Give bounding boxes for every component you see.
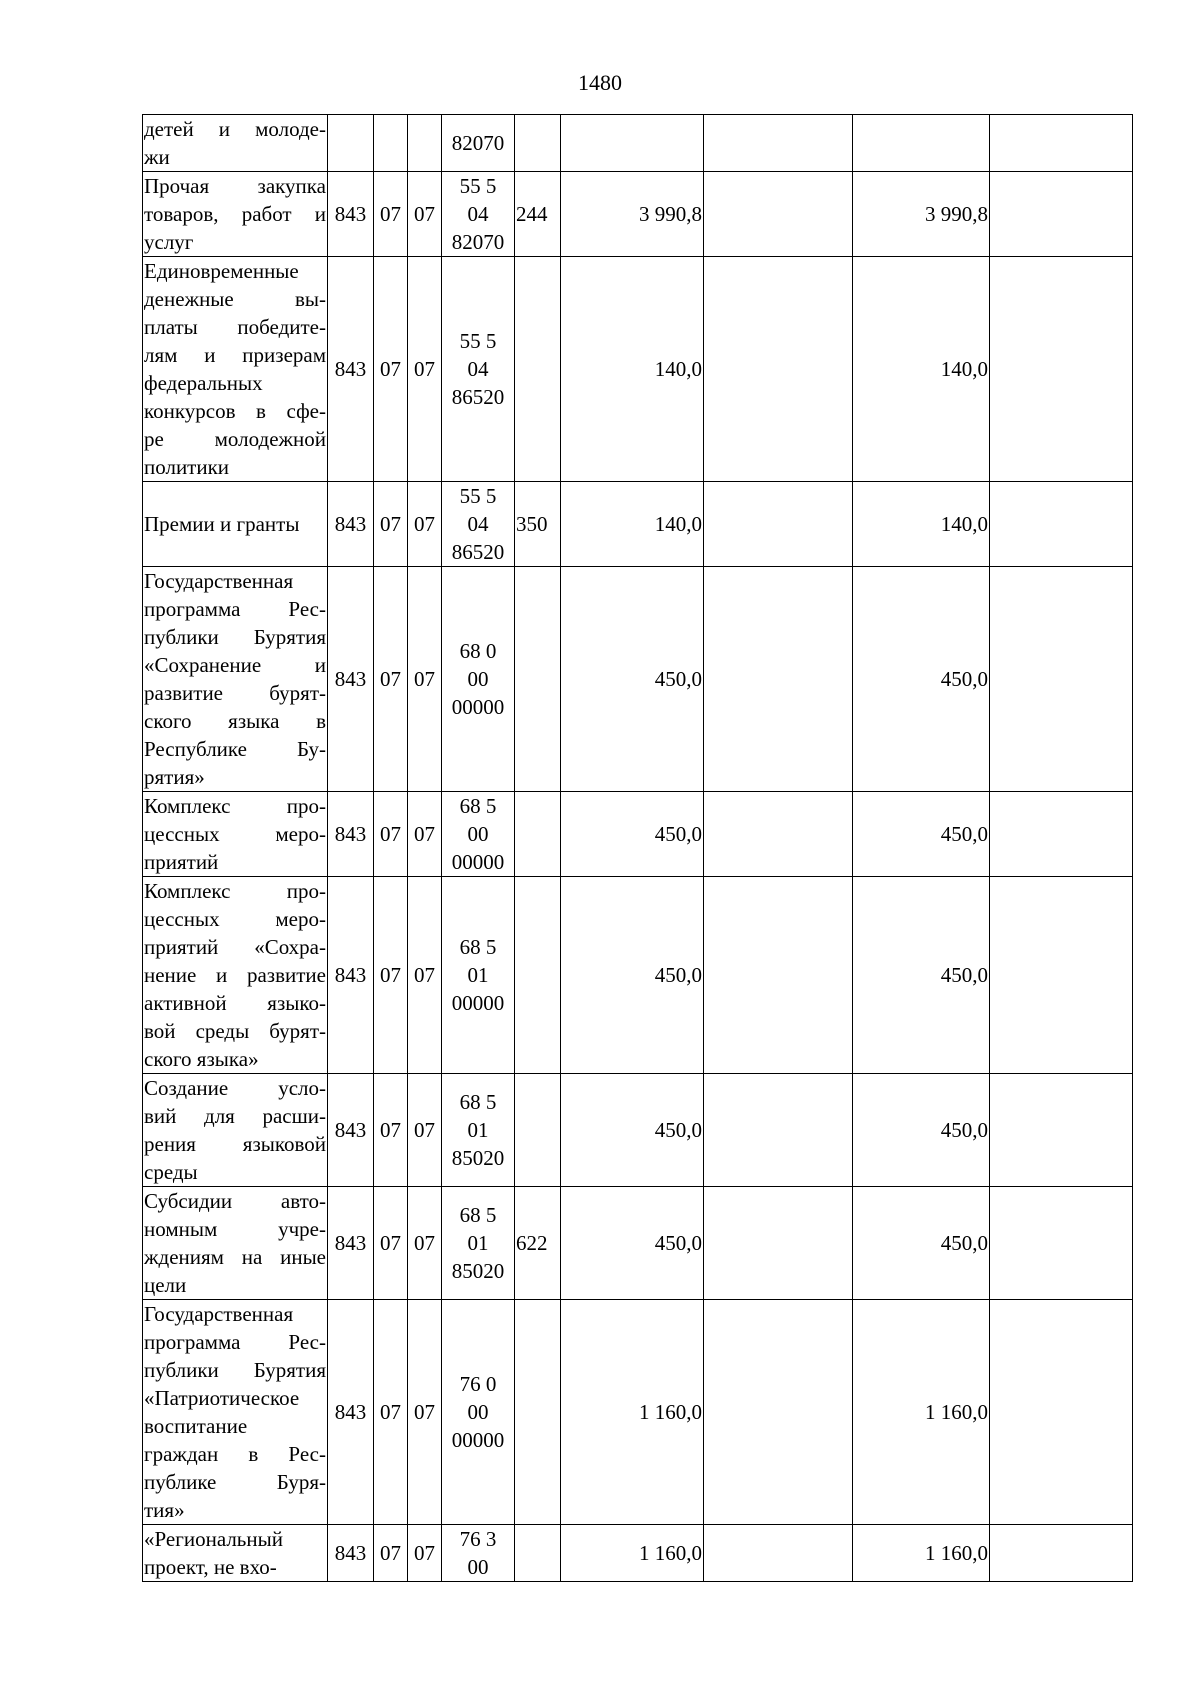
empty-cell xyxy=(704,567,853,792)
table-row xyxy=(143,172,1133,257)
csr-line: 00 xyxy=(467,667,489,691)
empty-cell xyxy=(990,482,1133,567)
csr-line: 00000 xyxy=(451,1428,505,1452)
row-name-line: публики Бурятия xyxy=(144,1358,326,1382)
empty-cell xyxy=(704,482,853,567)
sum-cell: 450,0 xyxy=(853,567,990,792)
csr-cell xyxy=(442,1525,515,1582)
row-name-line: денежные вы- xyxy=(144,287,326,311)
empty-cell xyxy=(704,172,853,257)
table-body xyxy=(143,115,1133,1582)
row-name-line: приятий «Сохра- xyxy=(144,935,326,959)
sum-cell: 140,0 xyxy=(853,257,990,482)
vr-cell xyxy=(515,115,561,172)
pr-cell: 07 xyxy=(408,1300,442,1525)
csr-line: 04 xyxy=(467,357,489,381)
row-name-line: номным учре- xyxy=(144,1217,326,1241)
csr-line: 68 5 xyxy=(459,1090,497,1114)
ved-cell: 843 xyxy=(328,1300,374,1525)
row-name-line: товаров, работ и xyxy=(144,202,326,226)
empty-cell xyxy=(704,1300,853,1525)
vr-cell: 350 xyxy=(515,482,561,567)
pr-cell: 07 xyxy=(408,1074,442,1187)
csr-cell xyxy=(442,482,515,567)
row-name-line: приятий xyxy=(144,850,219,874)
empty-cell xyxy=(990,115,1133,172)
row-name-line: рения языковой xyxy=(144,1132,326,1156)
pr-cell: 07 xyxy=(408,482,442,567)
row-name-line: активной языко- xyxy=(144,991,326,1015)
row-name-line: конкурсов в сфе- xyxy=(144,399,326,423)
csr-line: 68 5 xyxy=(459,935,497,959)
vr-cell xyxy=(515,1525,561,1582)
rz-cell: 07 xyxy=(374,1187,408,1300)
budget-table xyxy=(142,114,1133,1582)
row-name-line: Комплекс про- xyxy=(144,794,326,818)
empty-cell xyxy=(704,115,853,172)
table-row xyxy=(143,115,1133,172)
csr-line: 55 5 xyxy=(459,484,497,508)
row-name-line: услуг xyxy=(144,230,194,254)
csr-cell xyxy=(442,172,515,257)
csr-cell xyxy=(442,1074,515,1187)
pr-cell: 07 xyxy=(408,1525,442,1582)
csr-line: 00 xyxy=(467,1400,489,1424)
sum-cell: 450,0 xyxy=(853,792,990,877)
sum-cell: 450,0 xyxy=(561,567,704,792)
row-name-line: публике Буря- xyxy=(144,1470,326,1494)
row-name-cell xyxy=(143,567,328,792)
sum-cell: 140,0 xyxy=(561,257,704,482)
empty-cell xyxy=(990,877,1133,1074)
empty-cell xyxy=(990,1187,1133,1300)
csr-line: 85020 xyxy=(451,1259,505,1283)
csr-line: 82070 xyxy=(451,131,505,155)
empty-cell xyxy=(990,1074,1133,1187)
rz-cell: 07 xyxy=(374,792,408,877)
ved-cell: 843 xyxy=(328,1187,374,1300)
csr-line: 00000 xyxy=(451,850,505,874)
row-name-line: «Региональный xyxy=(144,1527,283,1551)
rz-cell: 07 xyxy=(374,172,408,257)
row-name-line: Государственная xyxy=(144,569,294,593)
row-name-line: публики Бурятия xyxy=(144,625,326,649)
table-row xyxy=(143,1300,1133,1525)
row-name-line: ского языка» xyxy=(144,1047,259,1071)
rz-cell: 07 xyxy=(374,1300,408,1525)
row-name-line: ждениям на иные xyxy=(144,1245,326,1269)
vr-cell: 622 xyxy=(515,1187,561,1300)
row-name-line: цели xyxy=(144,1273,187,1297)
csr-cell xyxy=(442,257,515,482)
row-name-line: воспитание xyxy=(144,1414,248,1438)
row-name-line: ре молодежной xyxy=(144,427,326,451)
csr-line: 76 0 xyxy=(459,1372,497,1396)
rz-cell: 07 xyxy=(374,877,408,1074)
vr-cell xyxy=(515,792,561,877)
vr-cell xyxy=(515,1074,561,1187)
empty-cell xyxy=(704,1187,853,1300)
empty-cell xyxy=(990,567,1133,792)
table-row xyxy=(143,567,1133,792)
table-row xyxy=(143,1074,1133,1187)
row-name-line: развитие бурят- xyxy=(144,681,326,705)
csr-line: 85020 xyxy=(451,1146,505,1170)
row-name-line: среды xyxy=(144,1160,198,1184)
table-row xyxy=(143,877,1133,1074)
rz-cell: 07 xyxy=(374,257,408,482)
csr-line: 68 5 xyxy=(459,1203,497,1227)
row-name-line: федеральных xyxy=(144,371,263,395)
sum-cell: 3 990,8 xyxy=(853,172,990,257)
ved-cell: 843 xyxy=(328,482,374,567)
vr-cell xyxy=(515,1300,561,1525)
sum-cell: 140,0 xyxy=(853,482,990,567)
row-name-line: политики xyxy=(144,455,230,479)
row-name-line: Государственная xyxy=(144,1302,294,1326)
sum-cell: 450,0 xyxy=(853,1074,990,1187)
vr-cell xyxy=(515,877,561,1074)
csr-line: 00000 xyxy=(451,695,505,719)
sum-cell: 1 160,0 xyxy=(853,1300,990,1525)
row-name-cell xyxy=(143,1187,328,1300)
rz-cell: 07 xyxy=(374,1074,408,1187)
pr-cell: 07 xyxy=(408,567,442,792)
row-name-line: нение и развитие xyxy=(144,963,326,987)
row-name-line: цессных меро- xyxy=(144,907,326,931)
vr-cell xyxy=(515,257,561,482)
row-name-line: Республике Бу- xyxy=(144,737,326,761)
rz-cell: 07 xyxy=(374,567,408,792)
sum-cell xyxy=(853,115,990,172)
row-name-line: программа Рес- xyxy=(144,597,326,621)
pr-cell: 07 xyxy=(408,257,442,482)
row-name-line: «Патриотическое xyxy=(144,1386,300,1410)
row-name-line: проект, не вхо- xyxy=(144,1555,277,1579)
row-name-line: цессных меро- xyxy=(144,822,326,846)
csr-line: 04 xyxy=(467,512,489,536)
sum-cell: 3 990,8 xyxy=(561,172,704,257)
sum-cell: 450,0 xyxy=(853,1187,990,1300)
csr-line: 01 xyxy=(467,1118,489,1142)
row-name-line: Единовременные xyxy=(144,259,299,283)
empty-cell xyxy=(990,172,1133,257)
ved-cell xyxy=(328,115,374,172)
sum-cell: 450,0 xyxy=(561,1074,704,1187)
ved-cell: 843 xyxy=(328,792,374,877)
rz-cell: 07 xyxy=(374,1525,408,1582)
row-name-line: тия» xyxy=(144,1498,185,1522)
csr-line: 86520 xyxy=(451,540,505,564)
empty-cell xyxy=(990,1300,1133,1525)
row-name-cell xyxy=(143,482,328,567)
empty-cell xyxy=(704,792,853,877)
rz-cell xyxy=(374,115,408,172)
row-name-cell xyxy=(143,257,328,482)
row-name-line: Комплекс про- xyxy=(144,879,326,903)
row-name-cell xyxy=(143,1525,328,1582)
empty-cell xyxy=(704,877,853,1074)
csr-line: 76 3 xyxy=(459,1527,497,1551)
row-name-line: «Сохранение и xyxy=(144,653,326,677)
empty-cell xyxy=(990,1525,1133,1582)
vr-cell xyxy=(515,567,561,792)
table-row xyxy=(143,257,1133,482)
csr-line: 01 xyxy=(467,1231,489,1255)
table-row xyxy=(143,1525,1133,1582)
row-name-line: Премии и гранты xyxy=(144,512,300,536)
sum-cell: 1 160,0 xyxy=(561,1525,704,1582)
row-name-cell xyxy=(143,792,328,877)
row-name-line: программа Рес- xyxy=(144,1330,326,1354)
row-name-line: граждан в Рес- xyxy=(144,1442,326,1466)
csr-line: 55 5 xyxy=(459,329,497,353)
csr-line: 00 xyxy=(467,822,489,846)
csr-cell xyxy=(442,1300,515,1525)
csr-cell xyxy=(442,1187,515,1300)
csr-line: 68 0 xyxy=(459,639,497,663)
sum-cell: 140,0 xyxy=(561,482,704,567)
ved-cell: 843 xyxy=(328,1525,374,1582)
row-name-line: лям и призерам xyxy=(144,343,326,367)
row-name-line: ского языка в xyxy=(144,709,326,733)
row-name-line: рятия» xyxy=(144,765,205,789)
csr-cell xyxy=(442,567,515,792)
csr-cell xyxy=(442,792,515,877)
row-name-cell xyxy=(143,115,328,172)
row-name-line: вий для расши- xyxy=(144,1104,326,1128)
ved-cell: 843 xyxy=(328,877,374,1074)
sum-cell: 450,0 xyxy=(561,1187,704,1300)
pr-cell xyxy=(408,115,442,172)
ved-cell: 843 xyxy=(328,257,374,482)
pr-cell: 07 xyxy=(408,792,442,877)
csr-line: 68 5 xyxy=(459,794,497,818)
csr-line: 01 xyxy=(467,963,489,987)
table-row xyxy=(143,792,1133,877)
empty-cell xyxy=(990,792,1133,877)
vr-cell: 244 xyxy=(515,172,561,257)
rz-cell: 07 xyxy=(374,482,408,567)
row-name-line: платы победите- xyxy=(144,315,326,339)
empty-cell xyxy=(990,257,1133,482)
row-name-line: Создание усло- xyxy=(144,1076,326,1100)
pr-cell: 07 xyxy=(408,172,442,257)
csr-line: 86520 xyxy=(451,385,505,409)
empty-cell xyxy=(704,1074,853,1187)
ved-cell: 843 xyxy=(328,172,374,257)
pr-cell: 07 xyxy=(408,877,442,1074)
csr-line: 04 xyxy=(467,202,489,226)
row-name-cell xyxy=(143,172,328,257)
row-name-cell xyxy=(143,1300,328,1525)
table-row xyxy=(143,482,1133,567)
empty-cell xyxy=(704,257,853,482)
sum-cell: 450,0 xyxy=(561,877,704,1074)
row-name-cell xyxy=(143,1074,328,1187)
csr-cell xyxy=(442,877,515,1074)
ved-cell: 843 xyxy=(328,567,374,792)
sum-cell: 1 160,0 xyxy=(853,1525,990,1582)
ved-cell: 843 xyxy=(328,1074,374,1187)
row-name-line: детей и молоде- xyxy=(144,117,326,141)
row-name-line: жи xyxy=(144,145,170,169)
sum-cell: 450,0 xyxy=(853,877,990,1074)
sum-cell xyxy=(561,115,704,172)
row-name-line: вой среды бурят- xyxy=(144,1019,326,1043)
csr-line: 00 xyxy=(467,1555,489,1579)
csr-line: 82070 xyxy=(451,230,505,254)
row-name-line: Субсидии авто- xyxy=(144,1189,326,1213)
csr-line: 55 5 xyxy=(459,174,497,198)
pr-cell: 07 xyxy=(408,1187,442,1300)
row-name-line: Прочая закупка xyxy=(144,174,326,198)
page-number: 1480 xyxy=(578,70,622,95)
sum-cell: 1 160,0 xyxy=(561,1300,704,1525)
csr-line: 00000 xyxy=(451,991,505,1015)
row-name-cell xyxy=(143,877,328,1074)
sum-cell: 450,0 xyxy=(561,792,704,877)
table-row xyxy=(143,1187,1133,1300)
empty-cell xyxy=(704,1525,853,1582)
csr-cell xyxy=(442,115,515,172)
